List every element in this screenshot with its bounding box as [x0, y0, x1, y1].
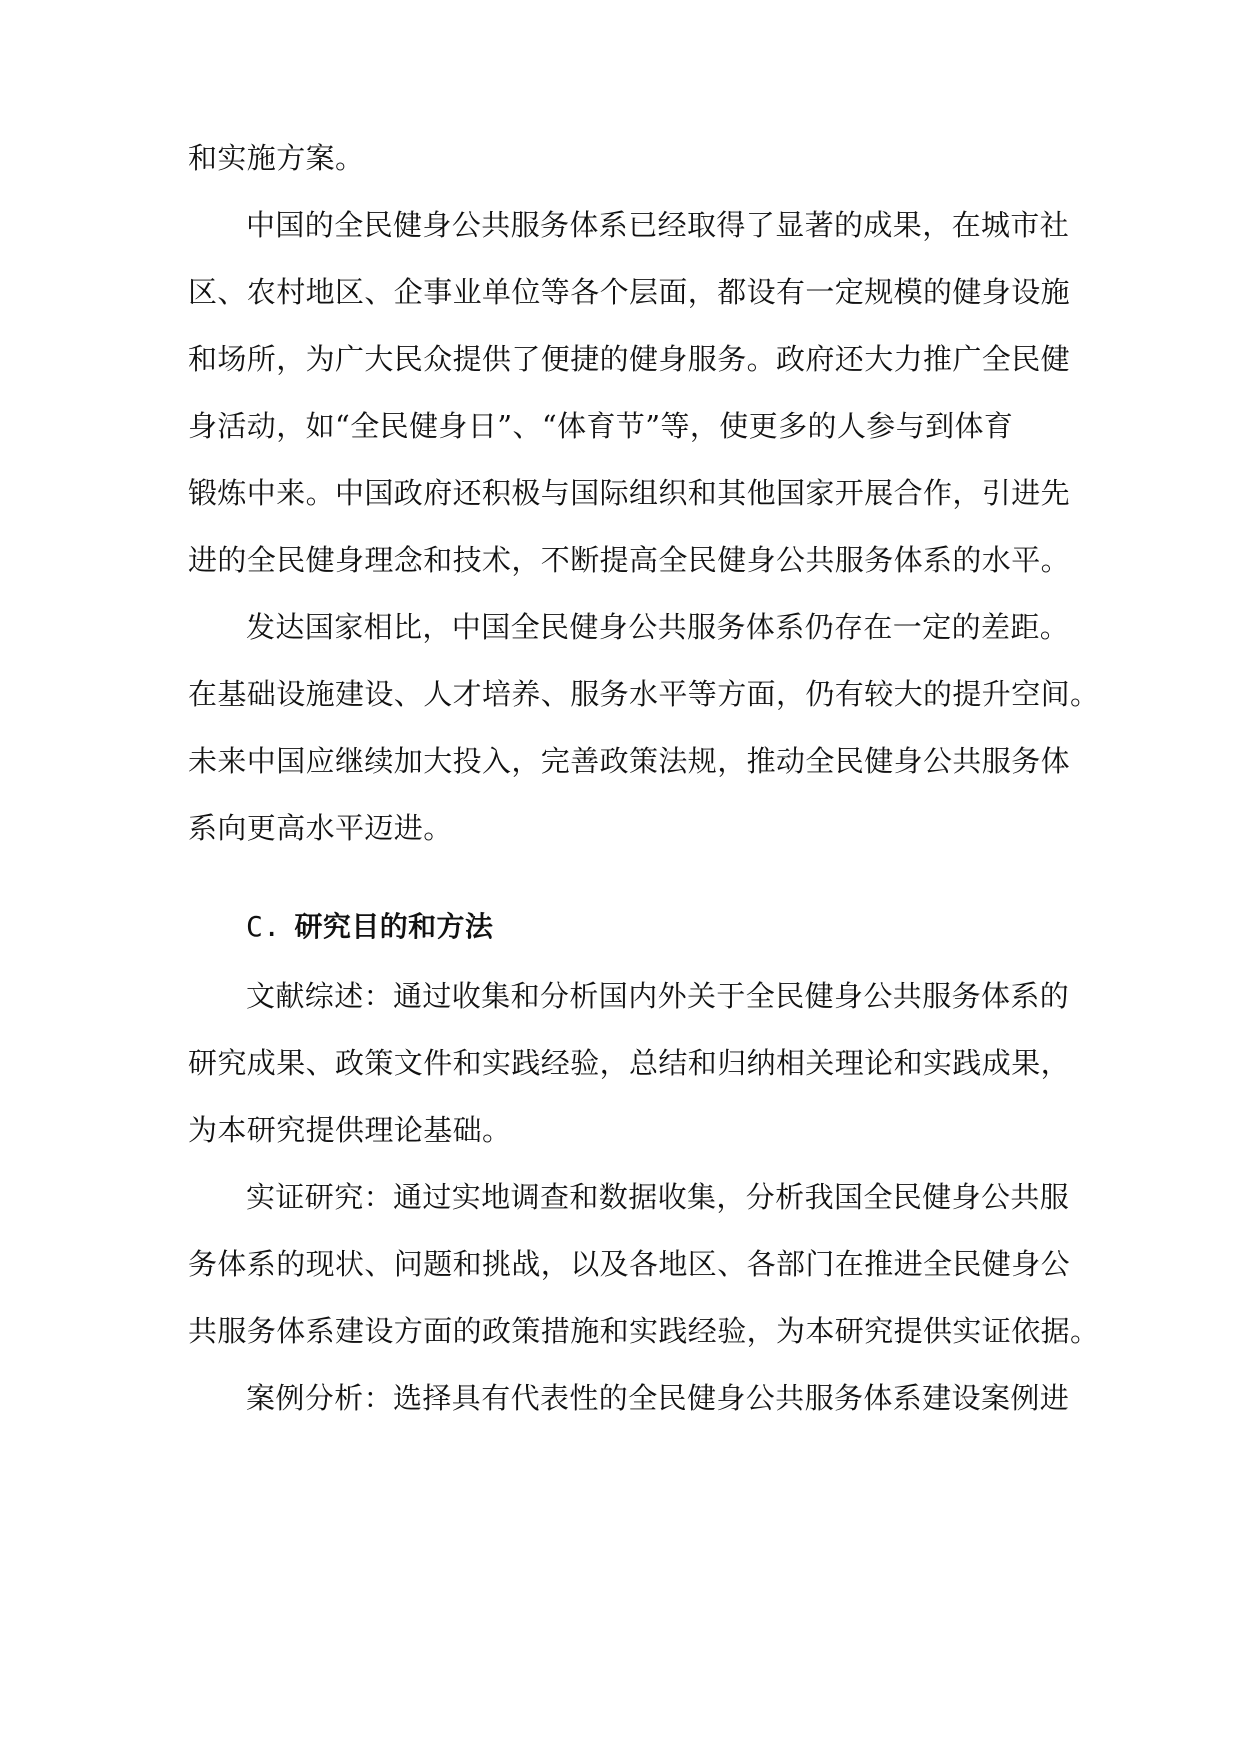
text-line: 为本研究提供理论基础。: [188, 1113, 512, 1147]
text-line: 区、农村地区、企事业单位等各个层面，都设有一定规模的健身设施: [188, 275, 1071, 309]
text-line: 研究成果、政策文件和实践经验，总结和归纳相关理论和实践成果，: [188, 1046, 1071, 1080]
section-heading: [246, 907, 1116, 947]
paragraph-first-line: 中国的全民健身公共服务体系已经取得了显著的成果，在城市社: [246, 208, 1070, 242]
text-line: 身活动，如“全民健身日”、“体育节”等，使更多的人参与到体育: [188, 409, 1014, 443]
paragraph-first-line: 案例分析：选择具有代表性的全民健身公共服务体系建设案例进: [246, 1381, 1070, 1415]
text-line: 共服务体系建设方面的政策措施和实践经验，为本研究提供实证依据。: [188, 1314, 1100, 1348]
section-heading-title: 研究目的和方法: [294, 910, 494, 943]
text-line: 在基础设施建设、人才培养、服务水平等方面，仍有较大的提升空间。: [188, 677, 1100, 711]
text-line: 进的全民健身理念和技术，不断提高全民健身公共服务体系的水平。: [188, 543, 1071, 577]
text-line: 和实施方案。: [188, 141, 365, 175]
text-line: 未来中国应继续加大投入，完善政策法规，推动全民健身公共服务体: [188, 744, 1071, 778]
text-line: 和场所，为广大民众提供了便捷的健身服务。政府还大力推广全民健: [188, 342, 1071, 376]
text-line: 系向更高水平迈进。: [188, 811, 453, 845]
section-heading-label: C.: [246, 910, 281, 943]
paragraph-first-line: 实证研究：通过实地调查和数据收集，分析我国全民健身公共服: [246, 1180, 1070, 1214]
text-line: 务体系的现状、问题和挑战，以及各地区、各部门在推进全民健身公: [188, 1247, 1071, 1281]
paragraph-first-line: 文献综述：通过收集和分析国内外关于全民健身公共服务体系的: [246, 979, 1070, 1013]
paragraph-first-line: 发达国家相比，中国全民健身公共服务体系仍存在一定的差距。: [246, 610, 1070, 644]
text-line: 锻炼中来。中国政府还积极与国际组织和其他国家开展合作，引进先: [188, 476, 1071, 510]
